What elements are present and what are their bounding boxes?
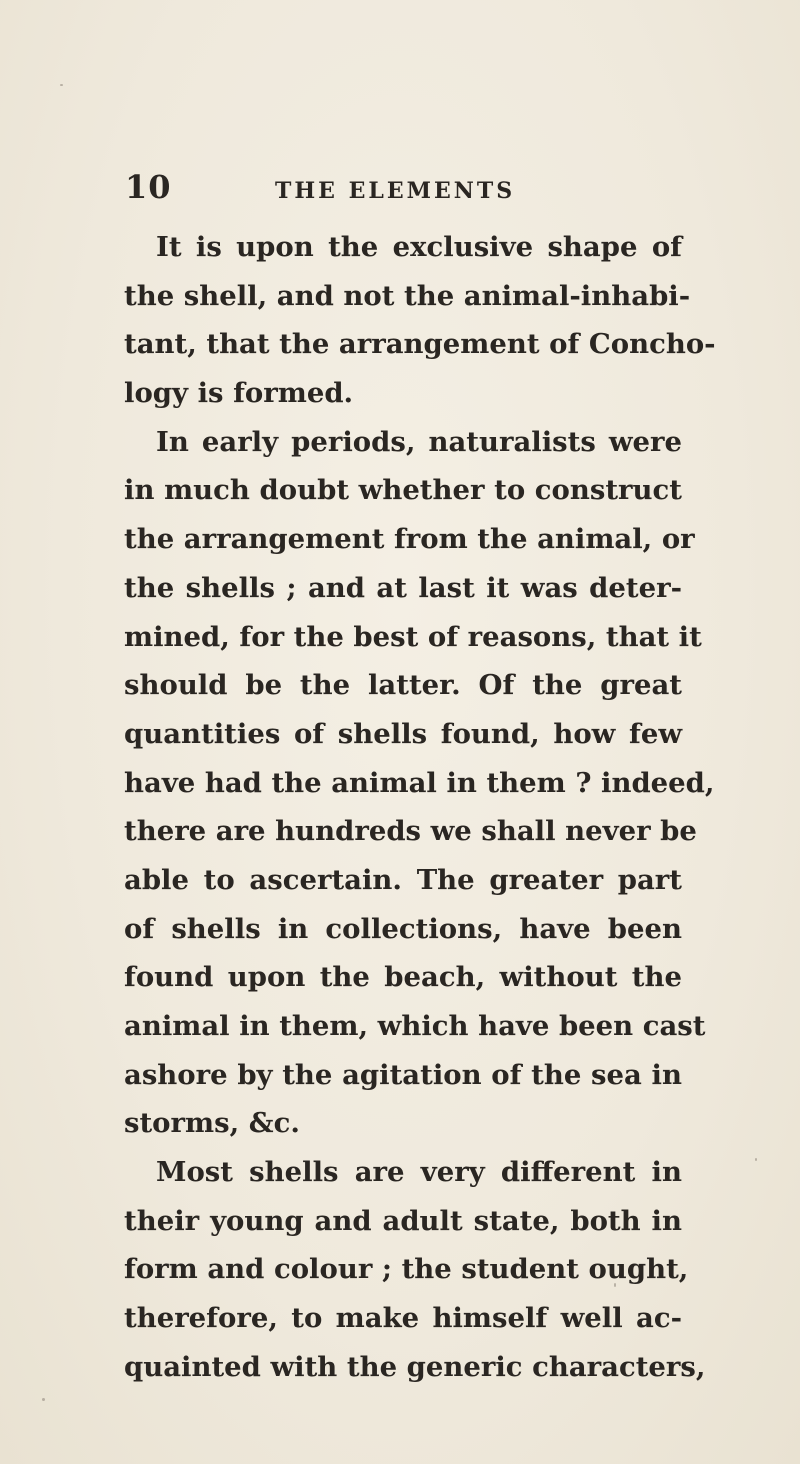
text-line: logy is formed.	[124, 377, 354, 410]
page-number: 10	[125, 168, 172, 206]
text-line: quainted with the generic characters,	[124, 1350, 706, 1383]
text-line: ashore by the agitation of the sea in	[124, 1058, 682, 1091]
text-line: in much doubt whether to construct	[124, 474, 682, 507]
text-line: form and colour ; the student ought,	[124, 1253, 689, 1286]
text-line: the arrangement from the animal, or	[124, 523, 695, 556]
body-text	[124, 223, 716, 1392]
paper-speck	[755, 1158, 757, 1161]
text-line: found upon the beach, without the	[124, 961, 682, 994]
text-line: the shell, and not the animal-inhabi-	[124, 279, 691, 312]
text-line: have had the animal in them ? indeed,	[124, 766, 715, 799]
text-line: of shells in collections, have been	[124, 912, 682, 945]
text-line: should be the latter. Of the great	[124, 669, 682, 702]
text-line: tant, that the arrangement of Concho-	[124, 328, 716, 361]
text-line: Most shells are very different in	[156, 1156, 682, 1189]
text-line: storms, &c.	[124, 1107, 300, 1140]
text-line: therefore, to make himself well ac-	[124, 1302, 682, 1335]
paper-speck	[42, 1398, 45, 1401]
text-line: It is upon the exclusive shape of	[156, 231, 682, 263]
text-line: able to ascertain. The greater part	[124, 863, 682, 896]
running-head: THE ELEMENTS	[275, 178, 516, 204]
page-header	[125, 168, 685, 208]
text-line: mined, for the best of reasons, that it	[124, 620, 702, 653]
text-line: there are hundreds we shall never be	[124, 815, 697, 848]
text-line: In early periods, naturalists were	[156, 425, 682, 458]
text-line: animal in them, which have been cast	[124, 1010, 706, 1042]
text-line: their young and adult state, both in	[124, 1204, 682, 1237]
paper-speck	[60, 84, 63, 86]
text-line: the shells ; and at last it was deter-	[124, 571, 682, 604]
text-line: quantities of shells found, how few	[124, 717, 682, 750]
